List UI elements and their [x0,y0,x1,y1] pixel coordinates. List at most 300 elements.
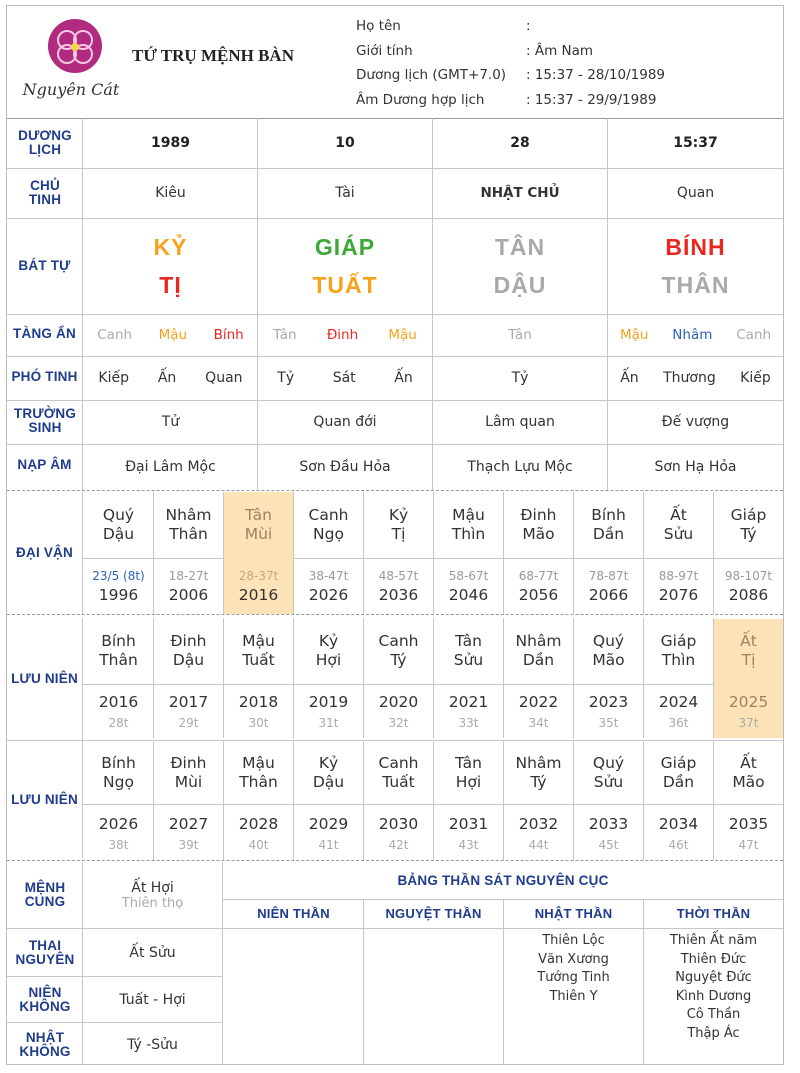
luu-nien-age: 29t [178,715,199,730]
tang-an-item: Mậu [388,327,417,343]
logo-text: Nguyên Cát [22,80,120,99]
label-dai-van: ĐẠI VẬN [16,545,73,560]
dai-van-can: Nhâm [165,506,212,524]
tang-an-item: Mậu [158,327,188,343]
luu-nien-ganzhi [84,741,153,805]
dai-van-col [84,492,153,614]
info-label: Giới tính [356,42,413,59]
luu-nien-chi: Hợi [455,773,482,791]
luu-nien-bottom [154,685,223,737]
dai-van-bottom [154,560,223,614]
pillar-pho-tinh [433,356,607,400]
luu-nien-ganzhi [644,619,713,683]
dai-van-age: 58-67t [448,569,489,583]
luu-nien-can: Kỷ [318,754,339,772]
pillar-year: 15:37 [673,135,718,151]
pho-tinh-item: Ấn [620,370,639,386]
tang-an-item: Canh [97,327,133,343]
luu-nien-can: Giáp [660,754,697,772]
logo-flower-icon [45,16,105,76]
pillar-can: BÍNH [665,234,726,260]
than-sat-col-title: NGUYỆT THẦN [385,906,482,921]
dai-van-ganzhi [154,492,223,558]
pillar-pho-tinh [258,356,432,400]
pillar-can: GIÁP [314,234,376,260]
luu-nien-year: 2021 [448,692,489,711]
label-pho-tinh: PHÓ TINH [11,369,78,384]
than-sat-title: BẢNG THẦN SÁT NGUYÊN CỤC [397,873,609,888]
info-value: : 15:37 - 29/9/1989 [526,91,657,108]
than-sat-item: Kình Dương [675,988,752,1004]
dai-van-age: 48-57t [378,569,419,583]
luu-nien-chi: Tị [741,651,756,669]
label-chu-tinh: CHỦ TINH [28,178,62,207]
luu-nien-age: 37t [738,715,759,730]
luu-nien-ganzhi [294,619,363,683]
luu-nien-chi: Dần [522,651,555,669]
luu-nien-chi: Dậu [312,773,345,791]
luu-nien-col [84,619,153,738]
luu-nien-ganzhi [364,741,433,805]
tang-an-item: Bính [213,327,244,343]
luu-nien-can: Mậu [242,632,275,650]
luu-nien-bottom [714,685,783,737]
chart-sheet [6,5,784,1065]
dai-van-ganzhi [224,492,293,558]
dai-van-col [294,492,363,614]
menh-cung-text: Ất Hợi [131,879,174,896]
luu-nien-ganzhi [574,619,643,683]
luu-nien-chi: Tuất [382,773,415,791]
luu-nien-ganzhi [574,741,643,805]
luu-nien-ganzhi [644,741,713,805]
than-sat-item: Thập Ác [687,1025,740,1041]
pillar-tang-an [433,314,607,356]
pillar-chu-tinh: NHẬT CHỦ [480,185,560,201]
luu-nien-age: 45t [598,837,619,852]
dai-van-bottom [84,560,153,614]
dai-van-bottom [644,560,713,614]
pho-tinh-item: Quan [205,370,243,386]
dai-van-bottom [714,560,783,614]
dai-van-chi: Mão [522,525,555,543]
dai-van-chi: Tị [391,525,406,543]
dai-van-can: Canh [308,506,349,524]
pillar-bat-tu [608,220,783,312]
luu-nien-bottom [504,685,573,737]
luu-nien-age: 39t [178,837,199,852]
luu-nien-ganzhi [504,619,573,683]
luu-nien-year: 2026 [98,814,139,833]
luu-nien-year: 2016 [98,692,139,711]
info-row [356,63,776,88]
luu-nien-col [644,741,713,860]
luu-nien-bottom [714,807,783,859]
luu-nien-bottom [84,807,153,859]
luu-nien-chi: Sửu [453,651,484,669]
dai-van-col [154,492,223,614]
pillar-truong-sinh: Đế vượng [661,414,730,430]
dai-van-year: 2056 [518,586,559,604]
pho-tinh-item: Kiếp [98,370,129,386]
label-duong-lich: DƯƠNG LỊCH [18,128,72,157]
luu-nien-can: Mậu [242,754,275,772]
luu-nien-year: 2025 [728,692,769,711]
label-luu-nien-2: LƯU NIÊN [11,792,78,807]
label-thai-nguyen: THAI NGUYÊN [15,938,75,967]
pillar-can: TÂN [494,234,546,260]
dai-van-chi: Ngọ [313,525,344,543]
tang-an-item: Mậu [619,327,649,343]
luu-nien-can: Ất [740,632,757,650]
pho-tinh-item: Ấn [394,370,413,386]
than-sat-item: Thiên Ất năm [669,933,758,948]
luu-nien-bottom [224,685,293,737]
luu-nien-age: 32t [388,715,409,730]
dai-van-year: 2066 [588,586,629,604]
dai-van-col [504,492,573,614]
label-tang-an: TÀNG ẨN [13,326,76,341]
dai-van-col [714,492,783,614]
luu-nien-can: Nhâm [515,632,562,650]
luu-nien-bottom [434,685,503,737]
tang-an-item: Tân [508,327,532,343]
pillar-truong-sinh: Lâm quan [485,414,555,430]
luu-nien-year: 2018 [238,692,279,711]
pillar-chi: DẬU [493,272,547,298]
luu-nien-age: 30t [248,715,269,730]
info-row [356,39,776,64]
dai-van-can: Giáp [730,506,767,524]
pillar-nap-am: Đại Lâm Mộc [125,459,216,475]
dai-van-age: 68-77t [518,569,559,583]
luu-nien-year: 2022 [518,692,559,711]
luu-nien-chi: Mùi [174,773,203,791]
luu-nien-bottom [84,685,153,737]
pillar-chi: TUẤT [312,272,378,298]
info-row [356,14,776,39]
luu-nien-year: 2034 [658,814,699,833]
luu-nien-ganzhi [434,619,503,683]
dai-van-age: 18-27t [168,569,209,583]
dai-van-can: Kỷ [388,506,409,524]
dai-van-can: Bính [591,506,626,524]
dai-van-chi: Sửu [663,525,694,543]
pillar-year: 28 [510,135,530,151]
luu-nien-chi: Tuất [242,651,275,669]
luu-nien-bottom [574,685,643,737]
than-sat-item: Thiên Đức [680,951,747,967]
luu-nien-chi: Thìn [661,651,696,669]
luu-nien-year: 2030 [378,814,419,833]
dai-van-year: 2036 [378,586,419,604]
dai-van-age: 98-107t [724,569,773,583]
luu-nien-can: Tân [455,632,482,650]
luu-nien-ganzhi [504,741,573,805]
dai-van-bottom [504,560,573,614]
luu-nien-chi: Mão [732,773,765,791]
tang-an-item: Tân [273,327,297,343]
luu-nien-age: 34t [528,715,549,730]
nhat-khong-value: Tý -Sửu [127,1037,178,1053]
luu-nien-age: 43t [458,837,479,852]
pillar-bat-tu [433,220,607,312]
menh-cung-sub: Thiên thọ [121,895,184,911]
pho-tinh-item: Kiếp [740,370,771,386]
info-value: : [526,18,531,34]
menh-cung-value [83,864,222,926]
than-sat-item: Nguyệt Đức [675,970,752,985]
tang-an-item: Nhâm [672,327,713,343]
label-nien-khong: NIÊN KHÔNG [19,985,71,1014]
luu-nien-bottom [644,685,713,737]
luu-nien-year: 2033 [588,814,629,833]
than-sat-list [504,932,643,1006]
pillar-tang-an [84,314,257,356]
luu-nien-col [574,741,643,860]
luu-nien-chi: Mão [592,651,625,669]
luu-nien-age: 28t [108,715,129,730]
luu-nien-year: 2035 [728,814,769,833]
dai-van-year: 2076 [658,586,699,604]
pillar-year: 10 [335,135,355,151]
luu-nien-age: 38t [108,837,129,852]
luu-nien-chi: Dậu [172,651,205,669]
luu-nien-age: 44t [528,837,549,852]
luu-nien-col [294,619,363,738]
dai-van-col [574,492,643,614]
than-sat-item: Thiên Lộc [542,933,605,948]
luu-nien-chi: Ngọ [103,773,134,791]
pillar-tang-an [258,314,432,356]
luu-nien-ganzhi [154,619,223,683]
luu-nien-age: 42t [388,837,409,852]
luu-nien-can: Nhâm [515,754,562,772]
luu-nien-ganzhi [154,741,223,805]
label-nhat-khong: NHẬT KHÔNG [19,1030,71,1059]
luu-nien-can: Canh [378,632,419,650]
luu-nien-chi: Thân [99,651,138,669]
pho-tinh-item: Tỷ [277,370,295,386]
luu-nien-col [504,619,573,738]
pillar-bat-tu [258,220,432,312]
dai-van-can: Tân [245,506,272,524]
luu-nien-ganzhi [714,741,783,805]
dai-van-bottom [574,560,643,614]
label-menh-cung: MỆNH CUNG [24,880,66,909]
luu-nien-bottom [644,807,713,859]
dai-van-bottom [364,560,433,614]
pillar-nap-am: Sơn Đầu Hỏa [299,459,391,475]
than-sat-list [644,932,783,1043]
luu-nien-col [644,619,713,738]
dai-van-ganzhi [504,492,573,558]
pillar-pho-tinh [608,356,783,400]
luu-nien-bottom [364,807,433,859]
luu-nien-age: 31t [318,715,339,730]
info-label: Dương lịch (GMT+7.0) [356,67,507,83]
luu-nien-ganzhi [294,741,363,805]
luu-nien-year: 2027 [168,814,209,833]
luu-nien-year: 2020 [378,692,419,711]
pillar-chu-tinh: Kiêu [155,185,186,201]
luu-nien-bottom [434,807,503,859]
dai-van-age: 28-37t [238,569,279,583]
luu-nien-col [154,741,223,860]
luu-nien-age: 35t [598,715,619,730]
dai-van-year: 2046 [448,586,489,604]
tang-an-item: Đinh [326,327,359,343]
dai-van-ganzhi [644,492,713,558]
luu-nien-age: 47t [738,837,759,852]
luu-nien-col [364,741,433,860]
luu-nien-bottom [364,685,433,737]
than-sat-item: Thiên Y [549,988,598,1004]
luu-nien-can: Tân [455,754,482,772]
luu-nien-chi: Sửu [593,773,624,791]
luu-nien-ganzhi [224,741,293,805]
pillar-nap-am: Thạch Lựu Mộc [467,459,573,475]
dai-van-chi: Tý [740,525,757,543]
luu-nien-year: 2023 [588,692,629,711]
pillar-year: 1989 [151,135,190,151]
dai-van-can: Ất [670,506,687,524]
luu-nien-col [714,741,783,860]
luu-nien-can: Giáp [660,632,697,650]
pillar-can: KỶ [153,234,188,260]
nien-khong-value: Tuất - Hợi [119,992,186,1008]
luu-nien-col [434,619,503,738]
dai-van-col [224,492,293,614]
luu-nien-can: Bính [101,754,136,772]
luu-nien-col [294,741,363,860]
dai-van-age: 78-87t [588,569,629,583]
info-label: Âm Dương hợp lịch [356,91,485,108]
dai-van-bottom [434,560,503,614]
luu-nien-can: Quý [592,632,625,650]
luu-nien-chi: Tý [530,773,547,791]
dai-van-ganzhi [574,492,643,558]
pillar-truong-sinh: Quan đới [313,414,377,430]
pillar-chi: TỊ [159,272,182,298]
dai-van-chi: Mùi [244,525,273,543]
luu-nien-col [574,619,643,738]
luu-nien-can: Kỷ [318,632,339,650]
dai-van-ganzhi [84,492,153,558]
luu-nien-bottom [224,807,293,859]
info-block [356,14,776,112]
pillar-nap-am: Sơn Hạ Hỏa [654,459,737,475]
luu-nien-col [154,619,223,738]
luu-nien-col [84,741,153,860]
label-truong-sinh: TRƯỜNG SINH [13,406,77,435]
luu-nien-ganzhi [434,741,503,805]
dai-van-year: 2086 [728,586,769,604]
info-value: : Âm Nam [526,42,594,59]
luu-nien-year: 2029 [308,814,349,833]
luu-nien-col [434,741,503,860]
dai-van-col [434,492,503,614]
dai-van-chi: Dần [592,525,625,543]
luu-nien-can: Đinh [170,754,207,772]
luu-nien-bottom [294,807,363,859]
pho-tinh-item: Thương [663,370,716,386]
than-sat-col-title: NIÊN THẦN [257,906,330,921]
luu-nien-can: Quý [592,754,625,772]
logo [15,14,127,114]
info-value: : 15:37 - 28/10/1989 [526,67,666,83]
luu-nien-chi: Hợi [315,651,342,669]
pillar-pho-tinh [84,356,257,400]
luu-nien-col [504,741,573,860]
luu-nien-age: 41t [318,837,339,852]
luu-nien-can: Ất [740,754,757,772]
dai-van-year: 2026 [308,586,349,604]
pillar-truong-sinh: Tử [161,414,180,430]
luu-nien-bottom [154,807,223,859]
dai-van-year: 1996 [98,586,139,604]
luu-nien-year: 2031 [448,814,489,833]
luu-nien-can: Bính [101,632,136,650]
dai-van-col [644,492,713,614]
row-divider [7,218,783,219]
dai-van-ganzhi [714,492,783,558]
info-label: Họ tên [356,18,401,34]
luu-nien-year: 2024 [658,692,699,711]
dai-van-ganzhi [434,492,503,558]
dai-van-bottom [294,560,363,614]
dai-van-age: 23/5 (8t) [92,569,145,583]
luu-nien-col [224,741,293,860]
label-nap-am: NẠP ÂM [17,457,72,472]
luu-nien-year: 2028 [238,814,279,833]
dai-van-year: 2016 [238,586,279,604]
dai-van-ganzhi [364,492,433,558]
label-luu-nien-1: LƯU NIÊN [11,671,78,686]
luu-nien-year: 2017 [168,692,209,711]
luu-nien-bottom [574,807,643,859]
luu-nien-ganzhi [84,619,153,683]
dai-van-can: Đinh [520,506,557,524]
page-title: TỨ TRỤ MỆNH BÀN [132,46,294,65]
luu-nien-age: 46t [668,837,689,852]
dai-van-chi: Thìn [451,525,486,543]
pho-tinh-item: Sát [332,370,356,386]
luu-nien-ganzhi [364,619,433,683]
luu-nien-year: 2019 [308,692,349,711]
pho-tinh-item: Tỷ [511,370,529,386]
luu-nien-chi: Thân [239,773,278,791]
than-sat-item: Tướng Tinh [537,970,610,985]
luu-nien-bottom [294,685,363,737]
luu-nien-ganzhi [714,619,783,683]
tang-an-item: Canh [736,327,772,343]
pillar-tang-an [608,314,783,356]
dai-van-chi: Thân [169,525,208,543]
than-sat-col-title: THỜI THẦN [676,906,751,921]
pho-tinh-item: Ấn [157,370,177,386]
luu-nien-can: Đinh [170,632,207,650]
dai-van-bottom [224,560,293,614]
luu-nien-col [364,619,433,738]
dai-van-year: 2006 [168,586,209,604]
luu-nien-ganzhi [224,619,293,683]
pillar-chu-tinh: Quan [676,185,715,201]
luu-nien-age: 33t [458,715,479,730]
dai-van-chi: Dậu [102,525,135,543]
label-bat-tu: BÁT TỰ [18,258,71,273]
luu-nien-year: 2032 [518,814,559,833]
